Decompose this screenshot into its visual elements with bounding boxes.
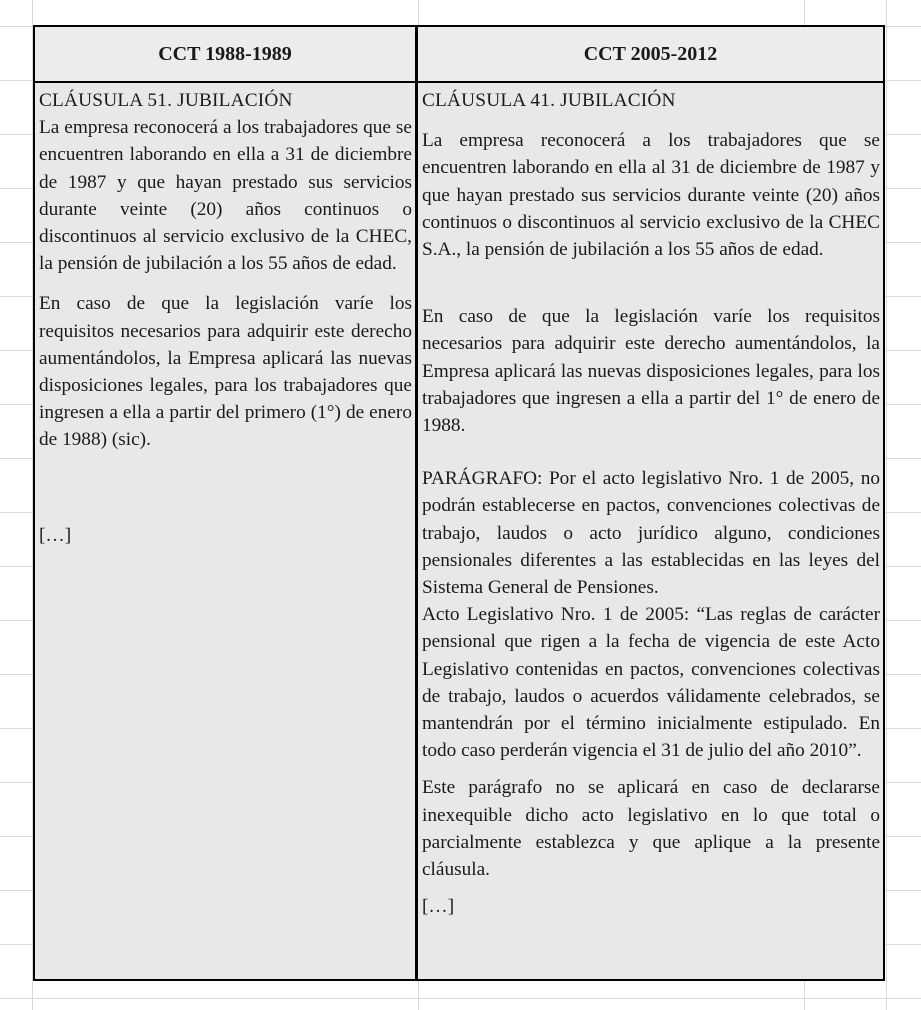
clause-51-ellipsis: […] xyxy=(39,524,72,546)
comparison-table xyxy=(33,25,885,981)
sheet-gridline xyxy=(886,0,887,1010)
clause-41-paragrafo: PARÁGRAFO: Por el acto legislativo Nro. 1 de 2005, no podrán establecerse en pactos, convenciones colectivas de trabajo, laudos o acto jurídico alguno, condiciones pensionales diferentes a las establecidas en las leyes del Sistema General de Pensiones. xyxy=(422,468,880,599)
clause-41-ellipsis: […] xyxy=(422,896,455,918)
clause-51-paragraph-2: En caso de que la legislación varíe los requisitos necesarios para adquirir este derecho aumentándolos, la Empresa aplicará las nuevas disposiciones legales, para los trabajadores que ingresen a ella a partir del primero (1°) de enero de 1988) (sic). xyxy=(39,293,412,451)
clause-41-title: CLÁUSULA 41. JUBILACIÓN xyxy=(422,90,676,111)
header-cct-1988: CCT 1988-1989 xyxy=(35,27,418,83)
clause-41-paragraph-2: En caso de que la legislación varíe los requisitos necesarios para adquirir este derecho aumentándolos, la Empresa aplicará las nuevas disposiciones legales, para los trabajadores que ingresen a ella a partir del 1° de enero de 1988. xyxy=(422,306,880,437)
clause-51-paragraph-1: La empresa reconocerá a los trabajadores que se encuentren laborando en ella a 31 de diciembre de 1987 y que hayan prestado sus servicios durante veinte (20) años continuos o discontinuos al servicio exclusivo de la CHEC, la pensión de jubilación a los 55 años de edad. xyxy=(39,117,412,275)
clause-51-title: CLÁUSULA 51. JUBILACIÓN xyxy=(39,90,293,111)
cell-clause-51 xyxy=(35,83,418,979)
clause-41-paragraph-1: La empresa reconocerá a los trabajadores que se encuentren laborando en ella al 31 de diciembre de 1987 y que hayan prestado sus servicios durante veinte (20) años continuos o discontinuos al servicio exclusivo de la CHEC S.A., la pensión de jubilación a los 55 años de edad. xyxy=(422,130,880,261)
cell-clause-41 xyxy=(418,83,883,979)
header-cct-2005: CCT 2005-2012 xyxy=(418,27,883,83)
clause-41-acto-legislativo: Acto Legislativo Nro. 1 de 2005: “Las reglas de carácter pensional que rigen a la fecha de vigencia de este Acto Legislativo contenidas en pactos, convenciones colectivas de trabajo, laudos o acuerdos válidamente celebrados, se mantendrán por el término inicialmente estipulado. En todo caso perderán vigencia el 31 de julio del año 2010”. xyxy=(422,604,880,762)
clause-41-exception: Este parágrafo no se aplicará en caso de declararse inexequible dicho acto legislativo en lo que total o parcialmente establezca y que aplique a la presente cláusula. xyxy=(422,777,880,881)
